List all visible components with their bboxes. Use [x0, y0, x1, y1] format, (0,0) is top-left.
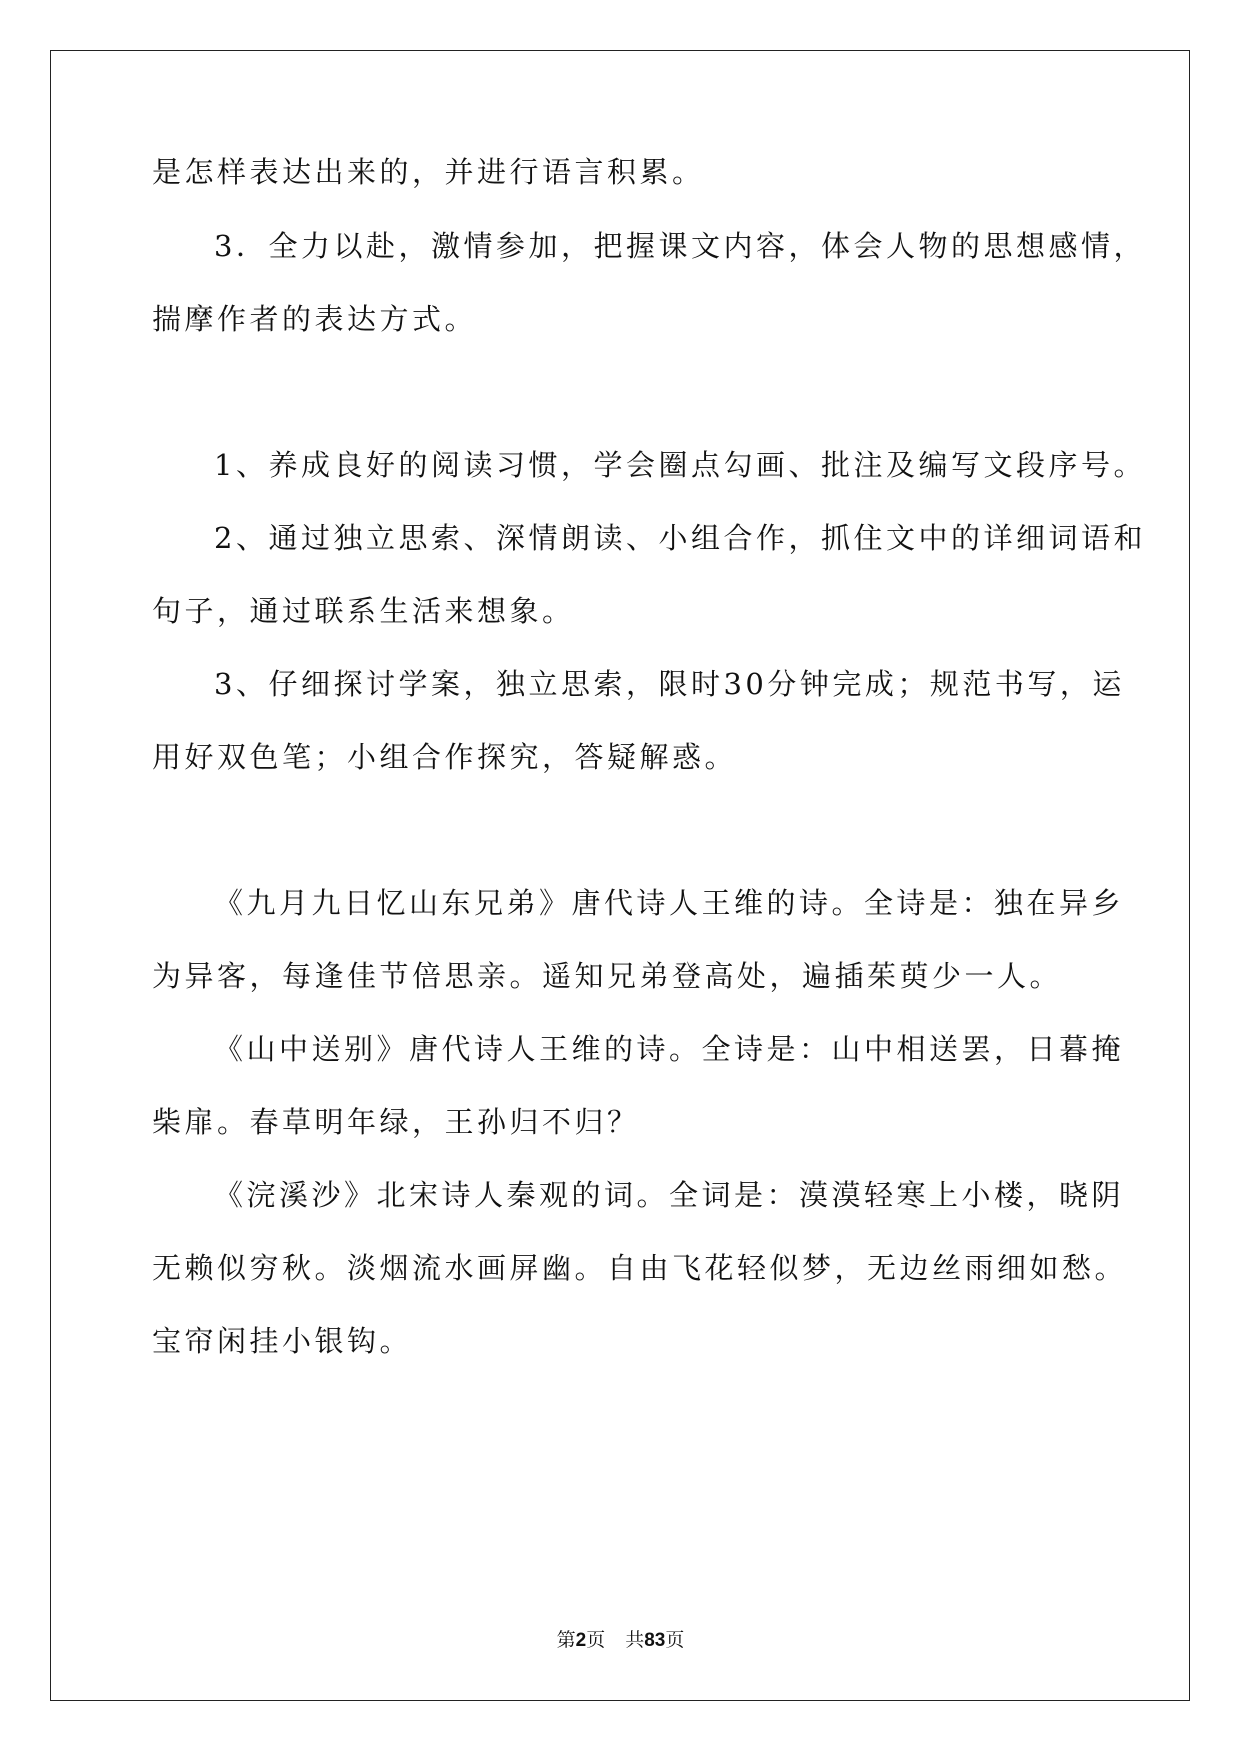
footer-prefix: 第 — [556, 1629, 576, 1651]
text-line: 用好双色笔；小组合作探究，答疑解惑。 — [152, 740, 738, 774]
text-line: 揣摩作者的表达方式。 — [152, 302, 478, 336]
page-footer — [0, 1628, 1241, 1653]
text-line: 3、仔细探讨学案，独立思索，限时30分钟完成；规范书写，运 — [214, 667, 1125, 701]
text-line: 宝帘闲挂小银钩。 — [152, 1324, 413, 1358]
text-line: 《九月九日忆山东兄弟》唐代诗人王维的诗。全诗是：独在异乡 — [214, 886, 1125, 920]
current-page-number: 2 — [575, 1630, 587, 1651]
text-line: 1、养成良好的阅读习惯，学会圈点勾画、批注及编写文段序号。 — [214, 448, 1146, 482]
text-line: 3．全力以赴，激情参加，把握课文内容，体会人物的思想感情， — [214, 229, 1146, 263]
text-line: 《浣溪沙》北宋诗人秦观的词。全词是：漠漠轻寒上小楼，晓阴 — [214, 1178, 1125, 1212]
footer-total-prefix: 共 — [625, 1629, 645, 1651]
footer-page-unit: 页 — [586, 1629, 606, 1651]
text-line: 无赖似穷秋。淡烟流水画屏幽。自由飞花轻似梦，无边丝雨细如愁。 — [152, 1251, 1128, 1285]
text-line: 为异客，每逢佳节倍思亲。遥知兄弟登高处，遍插茱萸少一人。 — [152, 959, 1063, 993]
text-line: 句子，通过联系生活来想象。 — [152, 594, 575, 628]
footer-total-unit: 页 — [665, 1629, 685, 1651]
total-pages-number: 83 — [644, 1630, 666, 1651]
text-line: 《山中送别》唐代诗人王维的诗。全诗是：山中相送罢，日暮掩 — [214, 1032, 1125, 1066]
text-line: 2、通过独立思索、深情朗读、小组合作，抓住文中的详细词语和 — [214, 521, 1146, 555]
text-line: 柴扉。春草明年绿，王孙归不归？ — [152, 1105, 640, 1139]
page-border — [50, 50, 1190, 1701]
text-line: 是怎样表达出来的，并进行语言积累。 — [152, 155, 705, 189]
